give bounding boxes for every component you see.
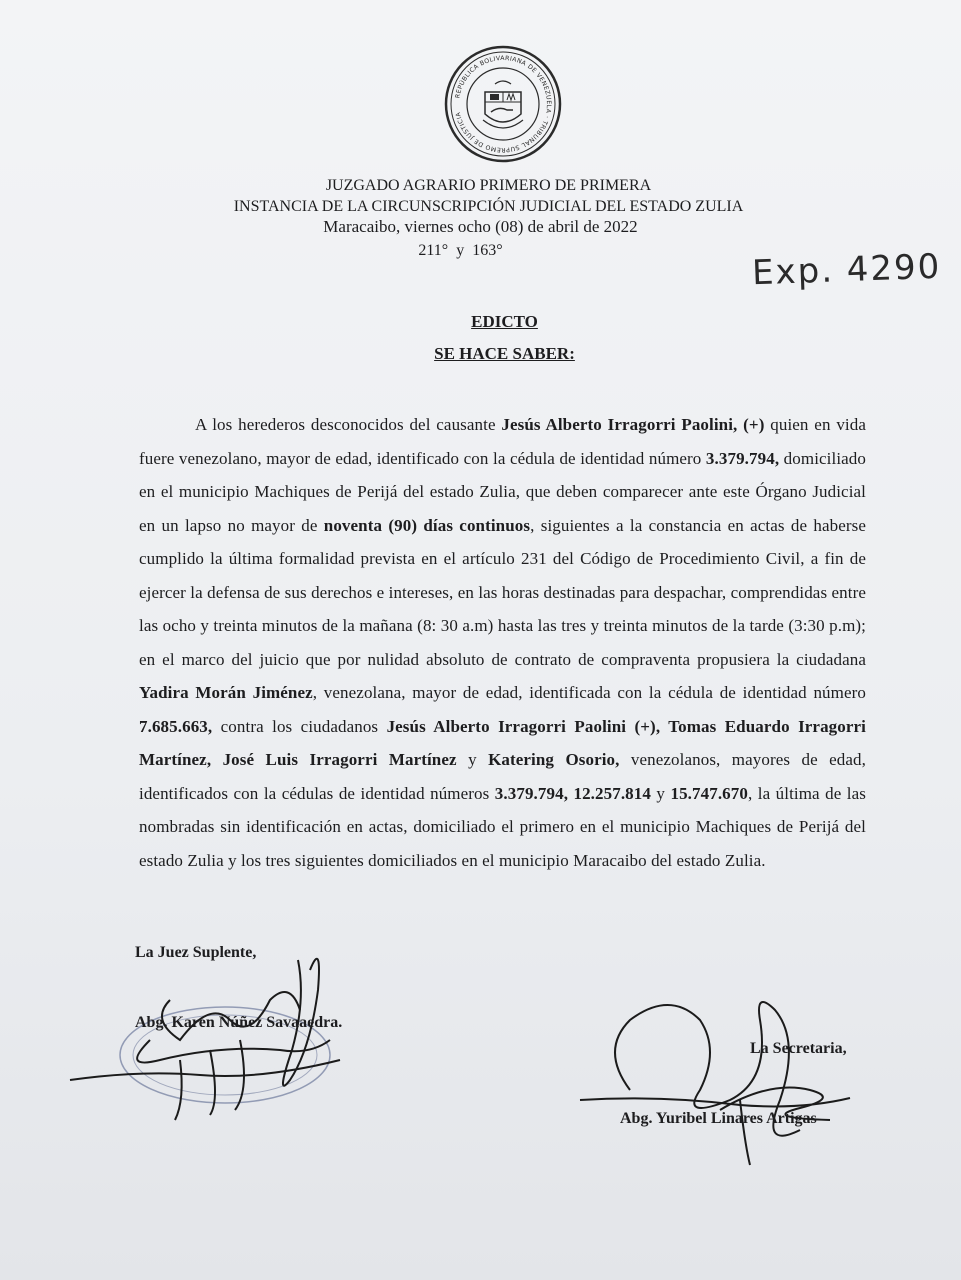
secretary-signature-scribble bbox=[570, 980, 860, 1170]
decedent-name: Jesús Alberto Irragorri Paolini, (+) bbox=[501, 415, 765, 434]
body-text-7: y bbox=[456, 750, 489, 769]
plaintiff-id: 7.685.663, bbox=[139, 716, 213, 736]
defendant-ids: 3.379.794, 12.257.814 bbox=[494, 783, 651, 803]
body-text-3: domiciliado en el municipio Machiques de Perijá del estado Zulia, que deben comparecer ante este Órgano Judicial en un lapso no mayor de bbox=[139, 448, 866, 535]
judge-role: La Juez Suplente, bbox=[135, 944, 257, 961]
body-text-6: contra los ciudadanos bbox=[212, 716, 387, 736]
svg-text:REPÚBLICA BOLIVARIANA DE VENEZ bbox=[454, 55, 552, 153]
deadline-term: noventa (90) días continuos bbox=[323, 515, 531, 535]
body-text-9: y bbox=[650, 783, 671, 803]
handwritten-file-number: Exp. 4290 bbox=[751, 246, 942, 294]
body-text-10: , la última de las nombradas sin identificación en actas, domiciliado el primero en el municipio Machiques de Perijá del estado Zulia y los tres siguientes domiciliados en el municipio Maracaibo del estado Zulia. bbox=[139, 783, 866, 870]
date-line: Maracaibo, viernes ocho (08) de abril de 2022 bbox=[323, 217, 638, 236]
plaintiff-name: Yadira Morán Jiménez bbox=[139, 683, 313, 702]
seal-ring-text: REPÚBLICA BOLIVARIANA DE VENEZUELA · TRIBUNAL SUPREMO DE JUSTICIA bbox=[454, 54, 553, 154]
edict-body bbox=[139, 408, 866, 877]
document-subtitle: SE HACE SABER: bbox=[434, 344, 575, 363]
court-seal bbox=[443, 44, 563, 164]
years-line: 211° y 163° bbox=[418, 242, 503, 259]
defendant-name-last: Katering Osorio, bbox=[488, 750, 620, 769]
judge-name: Abg. Karen Núñez Savaaedra. bbox=[135, 1014, 343, 1031]
document-title: EDICTO bbox=[471, 312, 538, 331]
defendant-names: Jesús Alberto Irragorri Paolini (+), Tomas Eduardo Irragorri Martínez, José Luis Irragorri Martínez bbox=[139, 716, 866, 769]
decedent-id: 3.379.794, bbox=[705, 448, 780, 468]
body-text-4: , siguientes a la constancia en actas de haberse cumplido la última formalidad prevista en el artículo 231 del Código de Procedimiento Civil, a fin de ejercer la defensa de sus derechos e intereses, en las horas destinadas para despachar, comprendidas entre las ocho y treinta minutos de la mañana (8: 30 a.m) hasta las tres y treinta minutos de la tarde (3:30 p.m); en el marco del juicio que por nulidad absoluto de contrato de compraventa propusiera la ciudadana bbox=[139, 515, 867, 669]
court-name-line2: INSTANCIA DE LA CIRCUNSCRIPCIÓN JUDICIAL DEL ESTADO ZULIA bbox=[233, 198, 744, 215]
body-text-2: quien en vida fuere venezolano, mayor de edad, identificado con la cédula de identidad número bbox=[139, 415, 866, 468]
secretary-name: Abg. Yuribel Linares Artigas bbox=[620, 1110, 817, 1127]
court-name-line1: JUZGADO AGRARIO PRIMERO DE PRIMERA bbox=[325, 177, 652, 194]
defendant-id-last: 15.747.670 bbox=[670, 783, 748, 803]
body-text-8: venezolanos, mayores de edad, identificados con la cédulas de identidad números bbox=[139, 750, 866, 803]
secretary-role: La Secretaria, bbox=[750, 1040, 847, 1057]
body-text-5: , venezolana, mayor de edad, identificada con la cédula de identidad número bbox=[312, 683, 866, 702]
body-text-1: A los herederos desconocidos del causante bbox=[195, 415, 502, 434]
